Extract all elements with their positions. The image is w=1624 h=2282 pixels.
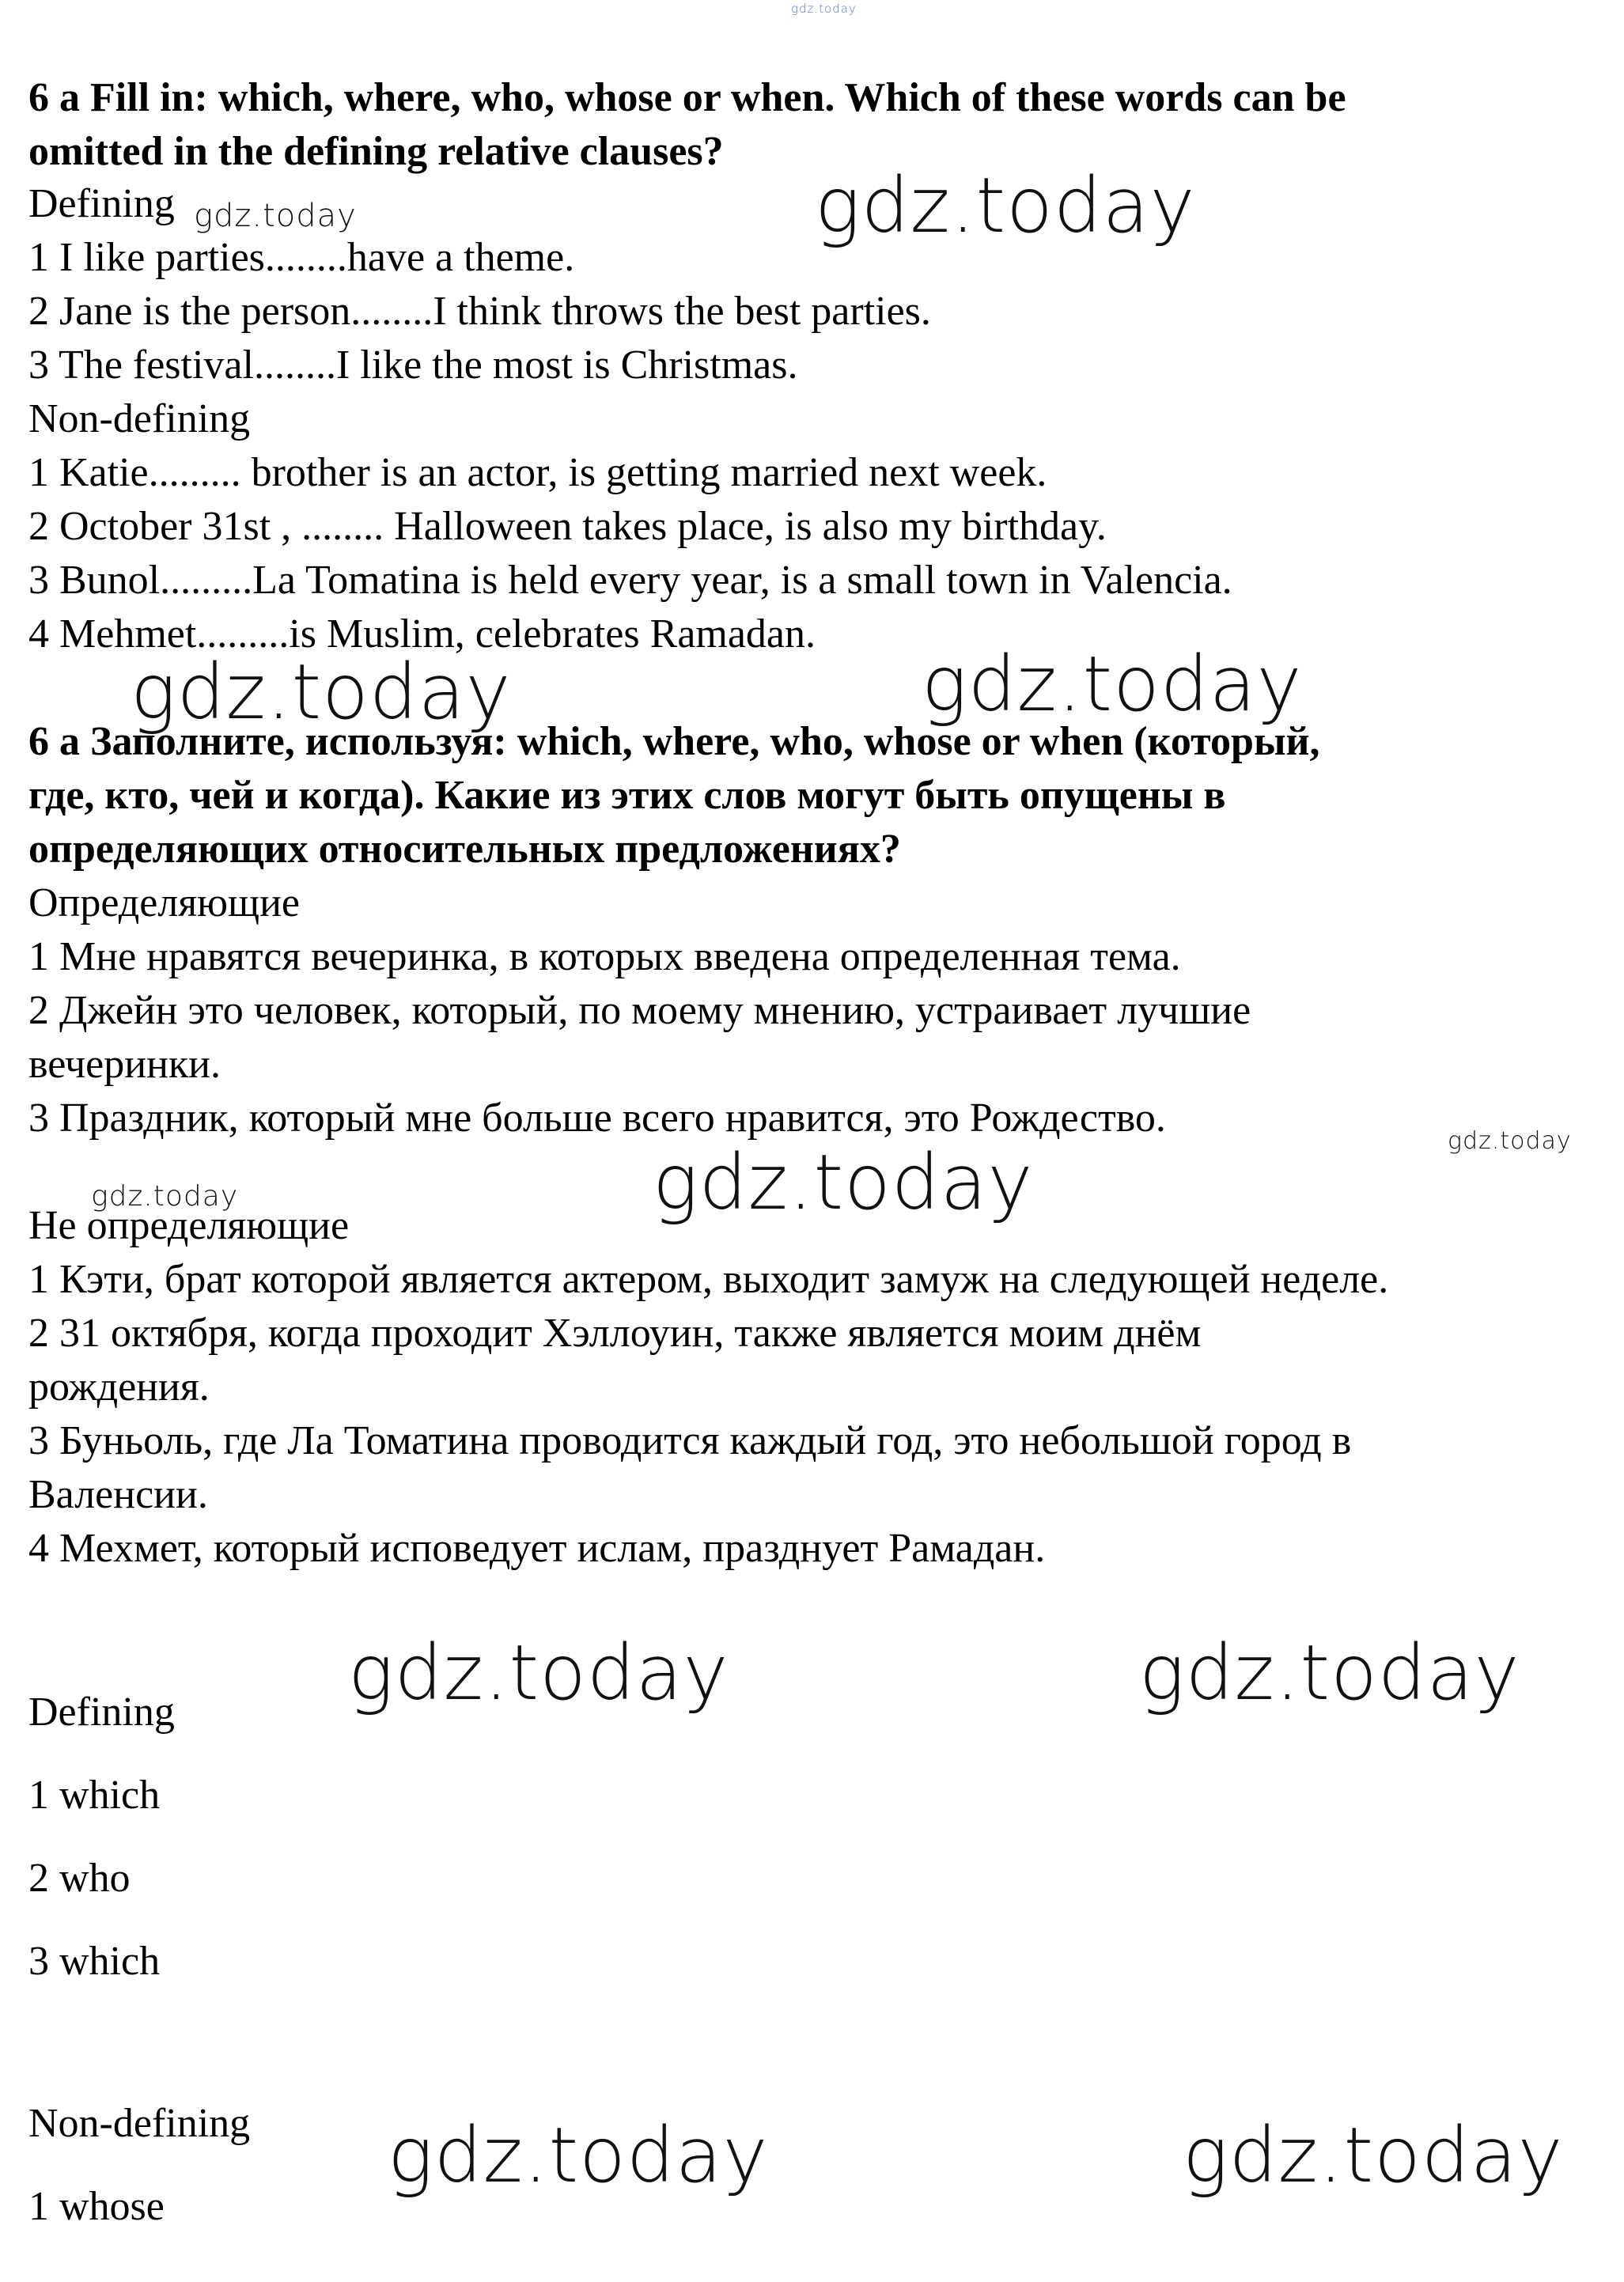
section-label-defining: Defining: [28, 181, 175, 226]
watermark: gdz.today: [388, 2111, 769, 2200]
watermark-top: gdz.today: [791, 2, 857, 16]
watermark: gdz.today: [194, 198, 357, 234]
answers-label-nondefining: Non-defining: [28, 2101, 251, 2146]
translation-item: 4 Мехмет, который исповедует ислам, празднует Рамадан.: [28, 1526, 1046, 1571]
exercise-item: 1 Katie......... brother is an actor, is getting married next week.: [28, 450, 1047, 495]
translation-item: 2 Джейн это человек, который, по моему мнению, устраивает лучшие: [28, 988, 1251, 1033]
exercise-item: 3 Bunol.........La Tomatina is held every year, is a small town in Valencia.: [28, 558, 1232, 603]
exercise-heading: 6 a Fill in: which, where, who, whose or when. Which of these words can be: [28, 75, 1346, 120]
exercise-item: 4 Mehmet.........is Muslim, celebrates Ramadan.: [28, 611, 816, 657]
watermark: gdz.today: [348, 1629, 729, 1717]
watermark: gdz.today: [1183, 2111, 1564, 2200]
watermark: gdz.today: [653, 1138, 1034, 1227]
section-label-nondefining-ru: Не определяющие: [28, 1203, 350, 1248]
section-label-nondefining: Non-defining: [28, 396, 251, 441]
exercise-item: 1 I like parties........have a theme.: [28, 235, 575, 280]
translation-item: рождения.: [28, 1364, 210, 1410]
answers-label-defining: Defining: [28, 1690, 175, 1735]
section-label-defining-ru: Определяющие: [28, 880, 300, 925]
watermark: gdz.today: [1448, 1127, 1572, 1155]
answer-item: 2 who: [28, 1856, 131, 1901]
translation-item: 3 Праздник, который мне больше всего нравится, это Рождество.: [28, 1096, 1166, 1141]
translation-item: 1 Мне нравятся вечеринка, в которых введена определенная тема.: [28, 934, 1181, 979]
translation-item: Валенсии.: [28, 1472, 208, 1517]
exercise-heading: omitted in the defining relative clauses?: [28, 129, 724, 174]
watermark: gdz.today: [922, 640, 1303, 728]
exercise-item: 3 The festival........I like the most is Christmas.: [28, 342, 798, 388]
answer-item: 3 which: [28, 1939, 161, 1984]
translation-heading: 6 a Заполните, используя: which, where, who, whose or when (который,: [28, 719, 1320, 764]
watermark: gdz.today: [91, 1180, 239, 1213]
translation-heading: где, кто, чей и когда). Какие из этих слов могут быть опущены в: [28, 773, 1226, 818]
translation-item: 3 Буньоль, где Ла Томатина проводится каждый год, это небольшой город в: [28, 1418, 1352, 1463]
answer-item: 1 which: [28, 1773, 161, 1818]
watermark: gdz.today: [1139, 1629, 1520, 1717]
translation-item: вечеринки.: [28, 1042, 221, 1087]
exercise-item: 2 Jane is the person........I think throws the best parties.: [28, 289, 931, 334]
answer-item: 1 whose: [28, 2184, 165, 2229]
translation-heading: определяющих относительных предложениях?: [28, 827, 901, 872]
translation-item: 1 Кэти, брат которой является актером, выходит замуж на следующей неделе.: [28, 1257, 1389, 1302]
translation-item: 2 31 октября, когда проходит Хэллоуин, также является моим днём: [28, 1311, 1202, 1356]
exercise-item: 2 October 31st , ........ Halloween takes place, is also my birthday.: [28, 504, 1107, 549]
watermark: gdz.today: [131, 648, 512, 736]
watermark: gdz.today: [815, 161, 1196, 250]
